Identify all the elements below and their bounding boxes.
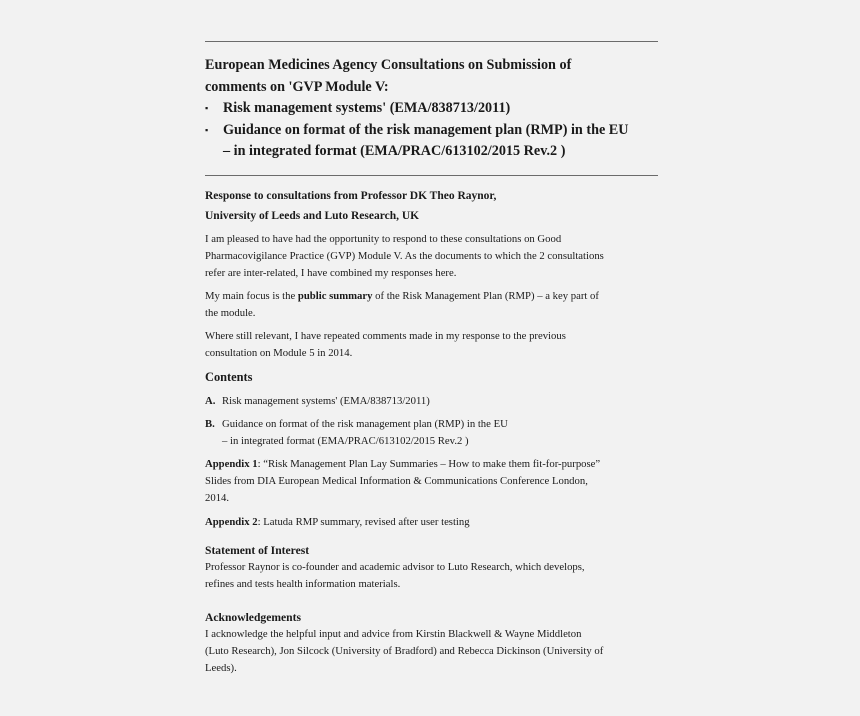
header-bullet-1: ▪ Risk management systems' (EMA/838713/2011) bbox=[205, 98, 660, 120]
top-rule bbox=[205, 41, 658, 42]
response-heading: Response to consultations from Professor DK Theo Raynor, University of Leeds and Luto Research, UK bbox=[205, 190, 497, 222]
contents-heading: Contents bbox=[205, 370, 253, 384]
header-bottom-rule bbox=[205, 175, 658, 176]
appendix-1: Appendix 1: “Risk Management Plan Lay Summaries – How to make them fit-for-purpose” Slides from DIA European Medical Information & Communications Conference London, 2014. bbox=[205, 458, 601, 504]
paragraph-focus: My main focus is the public summary of the Risk Management Plan (RMP) – a key part of the module. bbox=[205, 290, 599, 319]
bullet-icon: ▪ bbox=[205, 103, 209, 113]
contents-item-b: B. Guidance on format of the risk management plan (RMP) in the EU – in integrated format (EMA/PRAC/613102/2015 Rev.2 ) bbox=[205, 418, 508, 447]
title-line-2: comments on 'GVP Module V: bbox=[205, 78, 389, 95]
statement-of-interest: Statement of Interest Professor Raynor is co-founder and academic advisor to Luto Research, which develops, refines and tests health information materials. bbox=[205, 542, 660, 593]
paragraph-previous: Where still relevant, I have repeated comments made in my response to the previous consultation on Module 5 in 2014. bbox=[205, 330, 566, 359]
contents-item-a: A. Risk management systems' (EMA/838713/2011) bbox=[205, 395, 430, 407]
bullet-icon: ▪ bbox=[205, 124, 209, 135]
appendix-2: Appendix 2: Latuda RMP summary, revised after user testing bbox=[205, 516, 470, 528]
title-line-1: European Medicines Agency Consultations on Submission of bbox=[205, 57, 572, 73]
document-page bbox=[205, 0, 660, 716]
header-bullet-2: ▪ Guidance on format of the risk management plan (RMP) in the EU bbox=[205, 120, 660, 142]
public-summary-emphasis: public summary bbox=[297, 290, 373, 302]
document-header bbox=[205, 55, 660, 163]
acknowledgements: Acknowledgements I acknowledge the helpful input and advice from Kirstin Blackwell & Wayne Middleton (Luto Research), Jon Silcock (University of Bradford) and Rebecca Dickinson (University of Leeds). bbox=[205, 609, 660, 677]
header-bullet-2-continued: – in integrated format (EMA/PRAC/613102/2015 Rev.2 ) bbox=[223, 143, 566, 159]
interest-heading: Statement of Interest bbox=[205, 544, 310, 557]
ack-heading: Acknowledgements bbox=[205, 611, 301, 624]
paragraph-intro: I am pleased to have had the opportunity to respond to these consultations on Good Pharmacovigilance Practice (GVP) Module V. As the documents to which the 2 consultations refer are inter-related, I have combined my responses here. bbox=[205, 233, 604, 279]
